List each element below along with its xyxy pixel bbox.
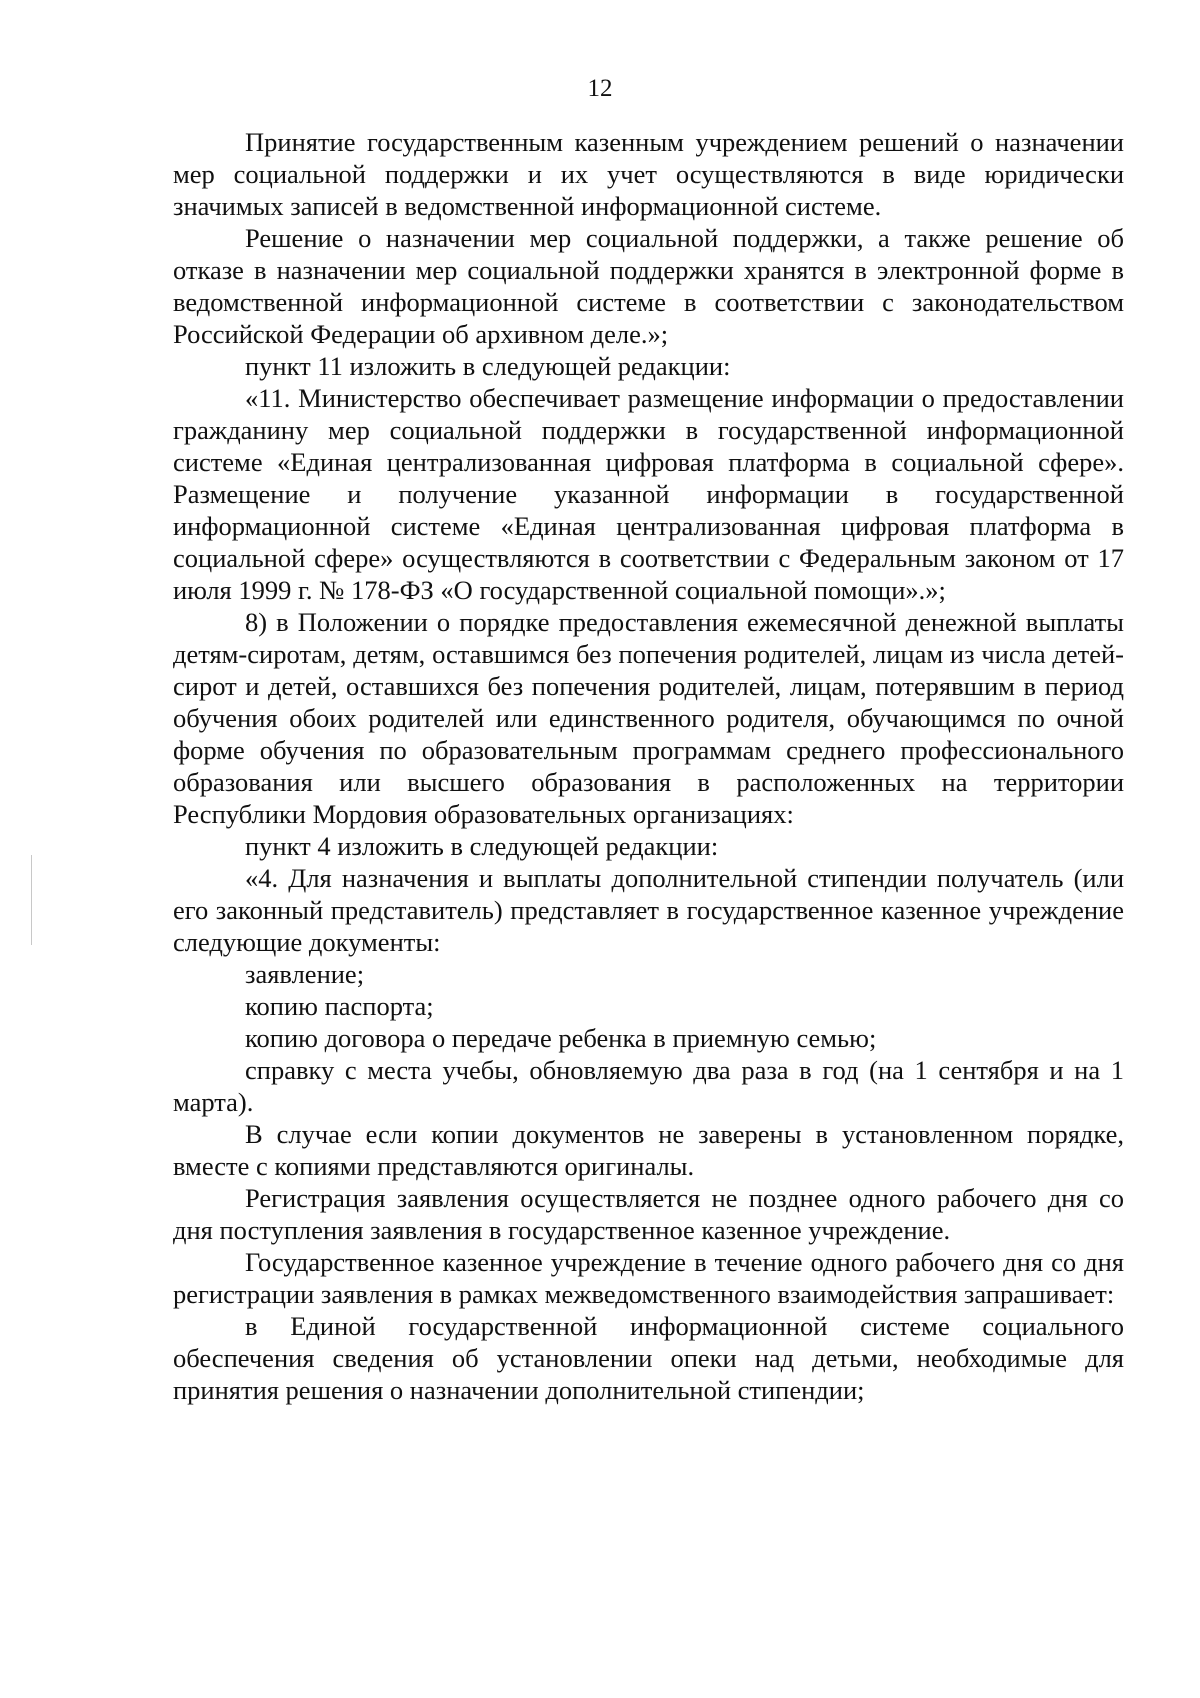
paragraph-decision-storage: Решение о назначении мер социальной поддержки, а также решение об отказе в назначении мер социальной поддержки хранятся в электронной форме в ведомственной информационной системе в соответствии с законодательством Российской Федерации об архивном деле.»; <box>173 223 1124 349</box>
scan-margin-mark <box>31 855 32 945</box>
paragraph-item-8-regulation: 8) в Положении о порядке предоставления ежемесячной денежной выплаты детям-сиротам, детям, оставшимся без попечения родителей, лицам из числа детей-сирот и детей, оставшихся без попечения родителей, лицам, потерявшим в период обучения обоих родителей или единственного родителя, обучающимся по очной форме обучения по образовательным программам среднего профессионального образования или высшего образования в расположенных на территории Республики Мордовия образовательных организациях: <box>173 607 1124 829</box>
paragraph-egisso-request: в Единой государственной информационной системе социального обеспечения сведения об установлении опеки над детьми, необходимые для принятия решения о назначении дополнительной стипендии; <box>173 1311 1124 1405</box>
paragraph-item-4-intro: пункт 4 изложить в следующей редакции: <box>245 831 719 861</box>
document-body <box>173 126 1124 1406</box>
paragraph-decision-records: Принятие государственным казенным учреждением решений о назначении мер социальной поддержки и их учет осуществляются в виде юридически значимых записей в ведомственной информационной системе. <box>173 127 1124 221</box>
paragraph-item-11-text: «11. Министерство обеспечивает размещение информации о предоставлении гражданину мер социальной поддержки в государственной информационной системе «Единая централизованная цифровая платформа в социальной сфере». Размещение и получение указанной информации в государственной информационной системе «Единая централизованная цифровая платформа в социальной сфере» осуществляются в соответствии с Федеральным законом от 17 июля 1999 г. № 178-ФЗ «О государственной социальной помощи».»; <box>173 383 1124 605</box>
list-item-contract-copy: копию договора о передаче ребенка в приемную семью; <box>245 1023 877 1053</box>
list-item-passport-copy: копию паспорта; <box>245 991 434 1021</box>
paragraph-item-4-text: «4. Для назначения и выплаты дополнительной стипендии получатель (или его законный представитель) представляет в государственное казенное учреждение следующие документы: <box>173 863 1124 957</box>
paragraph-interagency-request: Государственное казенное учреждение в течение одного рабочего дня со дня регистрации заявления в рамках межведомственного взаимодействия запрашивает: <box>173 1247 1124 1309</box>
list-item-application: заявление; <box>245 959 365 989</box>
paragraph-registration: Регистрация заявления осуществляется не позднее одного рабочего дня со дня поступления заявления в государственное казенное учреждение. <box>173 1183 1124 1245</box>
paragraph-item-11-intro: пункт 11 изложить в следующей редакции: <box>245 351 731 381</box>
page-number: 12 <box>587 75 613 102</box>
list-item-study-certificate: справку с места учебы, обновляемую два раза в год (на 1 сентября и на 1 марта). <box>173 1055 1124 1117</box>
paragraph-originals: В случае если копии документов не заверены в установленном порядке, вместе с копиями представляются оригиналы. <box>173 1119 1124 1181</box>
